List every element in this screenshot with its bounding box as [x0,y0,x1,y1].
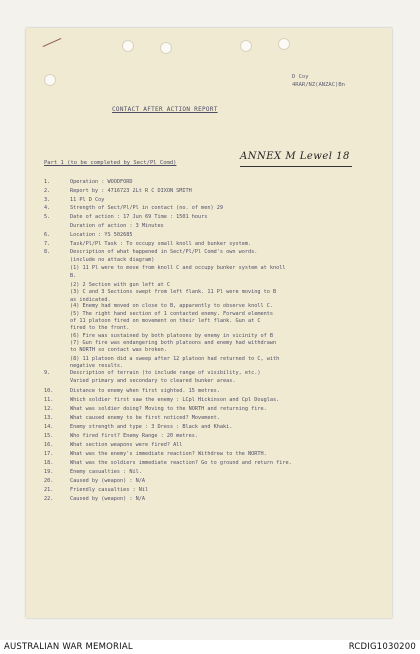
line-number: 1. [44,179,51,185]
line-text: of 11 platoon fired on movement on their left flank. Gun at C [70,318,261,324]
line-number: 10. [44,388,54,394]
footer-record-id: RCDIG1030200 [348,642,416,652]
line-text: (6) Fire was sustained by both platoons by enemy in vicinity of B [70,333,274,339]
handwritten-annotation: ANNEX M Lewel 18 [240,151,350,162]
line-number: 14. [44,424,54,430]
line-number: 16. [44,442,54,448]
line-number: 6. [44,232,51,238]
line-text: Task/Pl/Pl Task : To occupy small knoll and bunker system. [70,241,252,247]
line-text: Caused by (weapon) : N/A [70,496,145,502]
line-text: Description of what happened in Sect/Pl/Pl Comd's own words. [70,249,258,255]
line-number: 15. [44,433,54,439]
line-text: Friendly casualties : Nil [70,487,149,493]
line-text: B. [70,273,77,279]
line-text: What was the enemy's immediate reaction? Withdrew to the NORTH. [70,451,267,457]
line-text: fired to the front. [70,325,130,331]
line-text: Location : YS 502685 [70,232,133,238]
line-number: 19. [44,469,54,475]
line-number: 21. [44,487,54,493]
line-number: 7. [44,241,51,247]
line-text: Operation : WOODFORD [70,179,133,185]
annotation-underline [240,166,352,167]
line-number: 20. [44,478,54,484]
line-text: (include no attack diagram) [70,257,155,263]
line-text: Enemy strength and type : 3 Dress : Black and Khaki. [70,424,233,430]
line-number: 9. [44,370,51,376]
line-text: Description of terrain (to include range of visibility, etc.) [70,370,261,376]
punch-hole-icon [240,40,252,52]
line-text: Caused by (weapon) : N/A [70,478,145,484]
line-text: What was the soldiers immediate reaction? Go to ground and return fire. [70,460,292,466]
line-text: negative results. [70,363,124,369]
line-text: Enemy casualties : Nil. [70,469,142,475]
line-text: Distance to enemy when first sighted. 15 metres. [70,388,220,394]
line-text: Report by : 4716723 2Lt R C DIXON SMITH [70,188,192,194]
line-number: 18. [44,460,54,466]
punch-hole-icon [44,74,56,86]
line-text: (2) 2 Section with gun left at C [70,282,170,288]
line-text: as indicated. [70,297,111,303]
part-heading: Part 1 (to be completed by Sect/Pl Comd) [44,160,177,166]
header-company: D Coy [292,74,309,80]
line-text: Which soldier first saw the enemy : LCpl Hickinson and Cpl Douglas. [70,397,280,403]
footer-institution: AUSTRALIAN WAR MEMORIAL [4,642,133,652]
line-text: (7) Gun fire was endangering both platoons and enemy had withdrawn [70,340,277,346]
punch-hole-icon [122,40,134,52]
line-number: 8. [44,249,51,255]
document-title: CONTACT AFTER ACTION REPORT [112,106,218,113]
line-number: 22. [44,496,54,502]
header-reference: 4RAR/NZ(ANZAC)Bn [292,82,345,88]
line-text: (4) Enemy had moved on close to B, apparently to observe knoll C. [70,303,274,309]
line-text: Date of action : 17 Jun 69 Time : 1501 hours [70,214,208,220]
line-text: What caused enemy to be first noticed? Movement. [70,415,220,421]
line-text: What section weapons were fired? All [70,442,183,448]
line-text: What was soldier doing? Moving to the NORTH and returning fire. [70,406,267,412]
line-number: 4. [44,205,51,211]
line-number: 12. [44,406,54,412]
line-number: 5. [44,214,51,220]
line-text: (1) 11 Pl were to move from knoll C and occupy bunker system at knoll [70,265,286,271]
line-text: (5) The right hand section of 1 contacted enemy. Forward elements [70,311,274,317]
line-number: 17. [44,451,54,457]
line-number: 2. [44,188,51,194]
line-text: Duration of action : 3 Minutes [70,223,164,229]
line-number: 3. [44,197,51,203]
line-text: (8) 11 platoon did a sweep after 12 platoon had returned to C, with [70,356,280,362]
line-text: Strength of Sect/Pl/Pl in contact (no. of men) 29 [70,205,224,211]
line-text: (3) C and 3 Sections swept from left flank. 11 Pl were moving to B [70,289,277,295]
punch-hole-icon [160,42,172,54]
line-text: Varied primary and secondary to cleared bunker areas. [70,378,236,384]
line-number: 11. [44,397,54,403]
line-text: 11 Pl D Coy [70,197,105,203]
line-text: to NORTH so contact was broken. [70,347,167,353]
line-text: Who fired first? Enemy Range : 20 metres. [70,433,199,439]
punch-hole-icon [278,38,290,50]
pencil-mark [43,38,62,47]
line-number: 13. [44,415,54,421]
